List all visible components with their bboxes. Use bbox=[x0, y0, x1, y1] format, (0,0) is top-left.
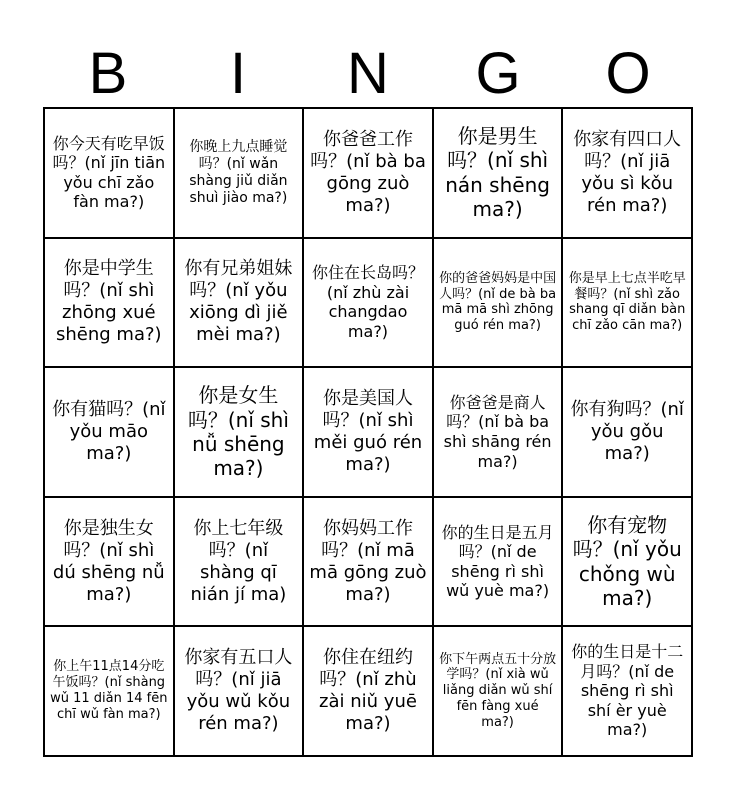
bingo-cell[interactable]: 你有兄弟姐妹吗？(nǐ yǒu xiōng dì jiě mèi ma?) bbox=[174, 238, 304, 368]
bingo-cell[interactable]: 你上午11点14分吃午饭吗？(nǐ shàng wǔ 11 diǎn 14 fēn chī wǔ fàn ma?) bbox=[44, 626, 174, 756]
bingo-cell[interactable]: 你有狗吗？(nǐ yǒu gǒu ma?) bbox=[562, 367, 692, 497]
bingo-cell[interactable]: 你爸爸工作吗？(nǐ bà ba gōng zuò ma?) bbox=[303, 108, 433, 238]
bingo-cell[interactable]: 你晚上九点睡觉吗？(nǐ wǎn shàng jiǔ diǎn shuì jiào ma?) bbox=[174, 108, 304, 238]
bingo-cell[interactable]: 你是男生吗？(nǐ shì nán shēng ma?) bbox=[433, 108, 563, 238]
bingo-cell[interactable]: 你的爸爸妈妈是中国人吗？(nǐ de bà ba mā mā shì zhōng guó rén ma?) bbox=[433, 238, 563, 368]
bingo-cell[interactable]: 你下午两点五十分放学吗？(nǐ xià wǔ liǎng diǎn wǔ shí fēn fàng xué ma?) bbox=[433, 626, 563, 756]
header-letter-i: I bbox=[229, 41, 247, 106]
header-letter-g: G bbox=[475, 41, 521, 106]
bingo-cell[interactable]: 你有猫吗？(nǐ yǒu māo ma?) bbox=[44, 367, 174, 497]
bingo-cell[interactable]: 你家有四口人吗？(nǐ jiā yǒu sì kǒu rén ma?) bbox=[562, 108, 692, 238]
header-letter-o: O bbox=[605, 41, 651, 106]
bingo-cell[interactable]: 你住在纽约吗？(nǐ zhù zài niǔ yuē ma?) bbox=[303, 626, 433, 756]
header-letter-b: B bbox=[88, 41, 128, 106]
bingo-cell[interactable]: 你是女生吗？(nǐ shì nǚ shēng ma?) bbox=[174, 367, 304, 497]
bingo-cell[interactable]: 你家有五口人吗？(nǐ jiā yǒu wǔ kǒu rén ma?) bbox=[174, 626, 304, 756]
bingo-cell[interactable]: 你住在长岛吗？(nǐ zhù zài changdao ma?) bbox=[303, 238, 433, 368]
header-letter-n: N bbox=[347, 41, 389, 106]
bingo-cell[interactable]: 你上七年级吗？(nǐ shàng qī nián jí ma) bbox=[174, 497, 304, 627]
bingo-cell[interactable]: 你的生日是十二月吗？(nǐ de shēng rì shì shí èr yuè ma?) bbox=[562, 626, 692, 756]
bingo-cell[interactable]: 你爸爸是商人吗？(nǐ bà ba shì shāng rén ma?) bbox=[433, 367, 563, 497]
bingo-cell[interactable]: 你是独生女吗？(nǐ shì dú shēng nǚ ma?) bbox=[44, 497, 174, 627]
bingo-cell[interactable]: 你是早上七点半吃早餐吗？(nǐ shì zǎo shang qī diǎn bàn chī zǎo cān ma?) bbox=[562, 238, 692, 368]
bingo-card-grid bbox=[43, 107, 693, 757]
bingo-cell[interactable]: 你是中学生吗？(nǐ shì zhōng xué shēng ma?) bbox=[44, 238, 174, 368]
bingo-cell[interactable]: 你今天有吃早饭吗？(nǐ jīn tiān yǒu chī zǎo fàn ma?) bbox=[44, 108, 174, 238]
bingo-cell[interactable]: 你是美国人吗？(nǐ shì měi guó rén ma?) bbox=[303, 367, 433, 497]
bingo-cell[interactable]: 你有宠物吗？(nǐ yǒu chǒng wù ma?) bbox=[562, 497, 692, 627]
bingo-header bbox=[43, 42, 693, 106]
bingo-cell[interactable]: 你妈妈工作吗？(nǐ mā mā gōng zuò ma?) bbox=[303, 497, 433, 627]
bingo-cell[interactable]: 你的生日是五月吗？(nǐ de shēng rì shì wǔ yuè ma?) bbox=[433, 497, 563, 627]
